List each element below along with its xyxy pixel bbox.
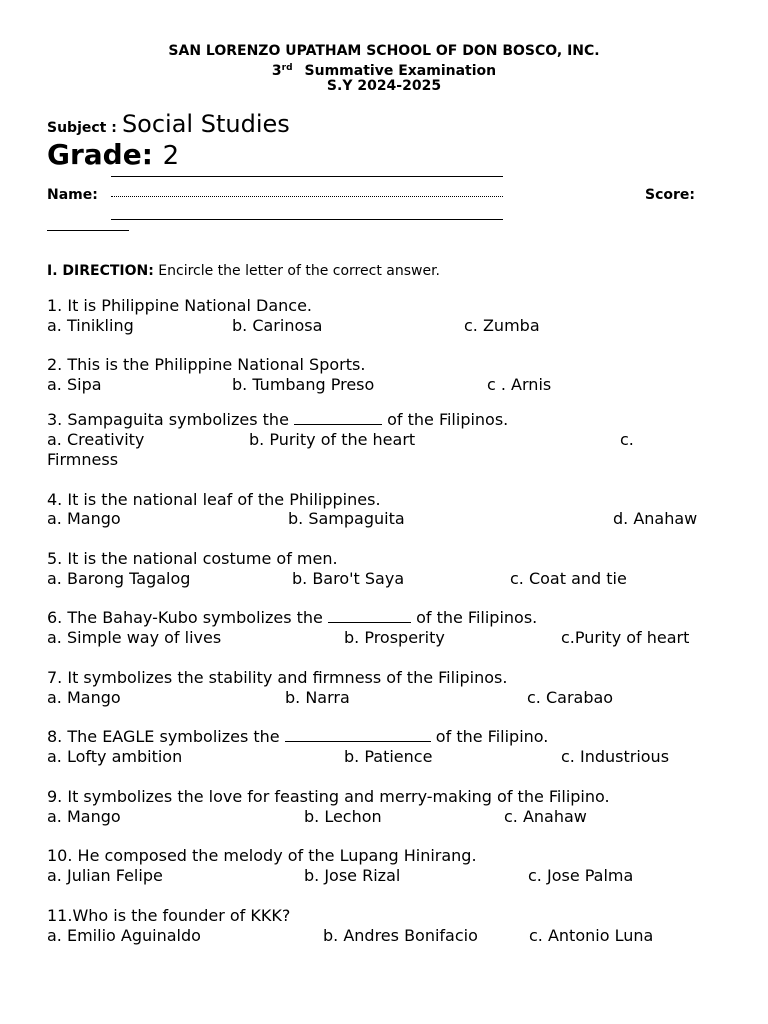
- exam-title: Summative Examination: [304, 63, 497, 79]
- option-9a[interactable]: a. Mango: [47, 807, 121, 826]
- option-10b[interactable]: b. Jose Rizal: [304, 866, 401, 885]
- option-10a[interactable]: a. Julian Felipe: [47, 866, 163, 885]
- option-11c[interactable]: c. Antonio Luna: [529, 926, 654, 945]
- exam-ordinal: 3: [271, 63, 282, 79]
- answer-blank: [328, 608, 411, 623]
- option-5c[interactable]: c. Coat and tie: [510, 569, 627, 588]
- question-11: 11.Who is the founder of KKK?: [47, 906, 291, 925]
- option-6a[interactable]: a. Simple way of lives: [47, 628, 222, 647]
- option-11b[interactable]: b. Andres Bonifacio: [323, 926, 478, 945]
- option-9c[interactable]: c. Anahaw: [504, 807, 587, 826]
- option-8c[interactable]: c. Industrious: [561, 747, 670, 766]
- grade-label: Grade:: [47, 138, 153, 171]
- option-6c[interactable]: c.Purity of heart: [561, 628, 690, 647]
- name-field[interactable]: [111, 196, 503, 197]
- name-line-bottom: [111, 219, 503, 220]
- question-6-text-end: of the Filipinos.: [410, 608, 538, 627]
- grade-line: [47, 138, 179, 171]
- question-9: 9. It symbolizes the love for feasting and merry-making of the Filipino.: [47, 787, 610, 806]
- option-11a[interactable]: a. Emilio Aguinaldo: [47, 926, 201, 945]
- score-field[interactable]: [47, 230, 129, 231]
- option-2b[interactable]: b. Tumbang Preso: [232, 375, 375, 394]
- option-3a[interactable]: a. Creativity: [47, 430, 145, 449]
- question-6: [47, 608, 537, 628]
- option-1c[interactable]: c. Zumba: [464, 316, 540, 335]
- subject-value: Social Studies: [121, 110, 290, 138]
- question-3-text-end: of the Filipinos.: [382, 410, 509, 429]
- option-1b[interactable]: b. Carinosa: [232, 316, 323, 335]
- question-8: [47, 727, 548, 747]
- exam-ordinal-suffix: rd: [281, 63, 293, 73]
- question-5: 5. It is the national costume of men.: [47, 549, 338, 568]
- option-10c[interactable]: c. Jose Palma: [528, 866, 634, 885]
- option-5b[interactable]: b. Baro't Saya: [292, 569, 405, 588]
- option-3b[interactable]: b. Purity of the heart: [249, 430, 416, 449]
- score-label: Score:: [645, 187, 695, 203]
- option-2a[interactable]: a. Sipa: [47, 375, 102, 394]
- grade-value: 2: [162, 141, 180, 171]
- option-8a[interactable]: a. Lofty ambition: [47, 747, 183, 766]
- question-3-text-start: 3. Sampaguita symbolizes the: [47, 410, 294, 429]
- question-8-text-end: of the Filipino.: [430, 727, 549, 746]
- question-3: [47, 410, 508, 430]
- question-2: 2. This is the Philippine National Sports.: [47, 355, 366, 374]
- option-7c[interactable]: c. Carabao: [527, 688, 614, 707]
- option-9b[interactable]: b. Lechon: [304, 807, 382, 826]
- subject-label: Subject :: [47, 120, 117, 136]
- option-8b[interactable]: b. Patience: [344, 747, 433, 766]
- option-2c[interactable]: c . Arnis: [487, 375, 552, 394]
- name-label: Name:: [47, 187, 98, 203]
- exam-title-line: [0, 60, 768, 80]
- question-7: 7. It symbolizes the stability and firmness of the Filipinos.: [47, 668, 508, 687]
- question-6-text-start: 6. The Bahay-Kubo symbolizes the: [47, 608, 328, 627]
- direction-text: Encircle the letter of the correct answer.: [158, 263, 440, 279]
- option-6b[interactable]: b. Prosperity: [344, 628, 445, 647]
- school-name: SAN LORENZO UPATHAM SCHOOL OF DON BOSCO, INC.: [168, 43, 600, 59]
- option-7b[interactable]: b. Narra: [285, 688, 350, 707]
- answer-blank: [294, 410, 382, 425]
- option-5a[interactable]: a. Barong Tagalog: [47, 569, 191, 588]
- option-4a[interactable]: a. Mango: [47, 509, 121, 528]
- option-7a[interactable]: a. Mango: [47, 688, 121, 707]
- answer-blank: [285, 727, 431, 742]
- school-year: S.Y 2024-2025: [326, 78, 442, 94]
- name-line-top: [111, 176, 503, 177]
- question-4: 4. It is the national leaf of the Philippines.: [47, 490, 381, 509]
- question-10: 10. He composed the melody of the Lupang Hinirang.: [47, 846, 477, 865]
- question-8-text-start: 8. The EAGLE symbolizes the: [47, 727, 285, 746]
- option-3c-text[interactable]: Firmness: [47, 450, 119, 469]
- option-4b[interactable]: b. Sampaguita: [288, 509, 405, 528]
- direction: [47, 263, 440, 279]
- option-4d[interactable]: d. Anahaw: [613, 509, 698, 528]
- option-1a[interactable]: a. Tinikling: [47, 316, 134, 335]
- direction-label: I. DIRECTION:: [47, 263, 154, 279]
- subject-line: [47, 110, 290, 138]
- question-1: 1. It is Philippine National Dance.: [47, 296, 312, 315]
- option-3c[interactable]: c.: [620, 430, 634, 449]
